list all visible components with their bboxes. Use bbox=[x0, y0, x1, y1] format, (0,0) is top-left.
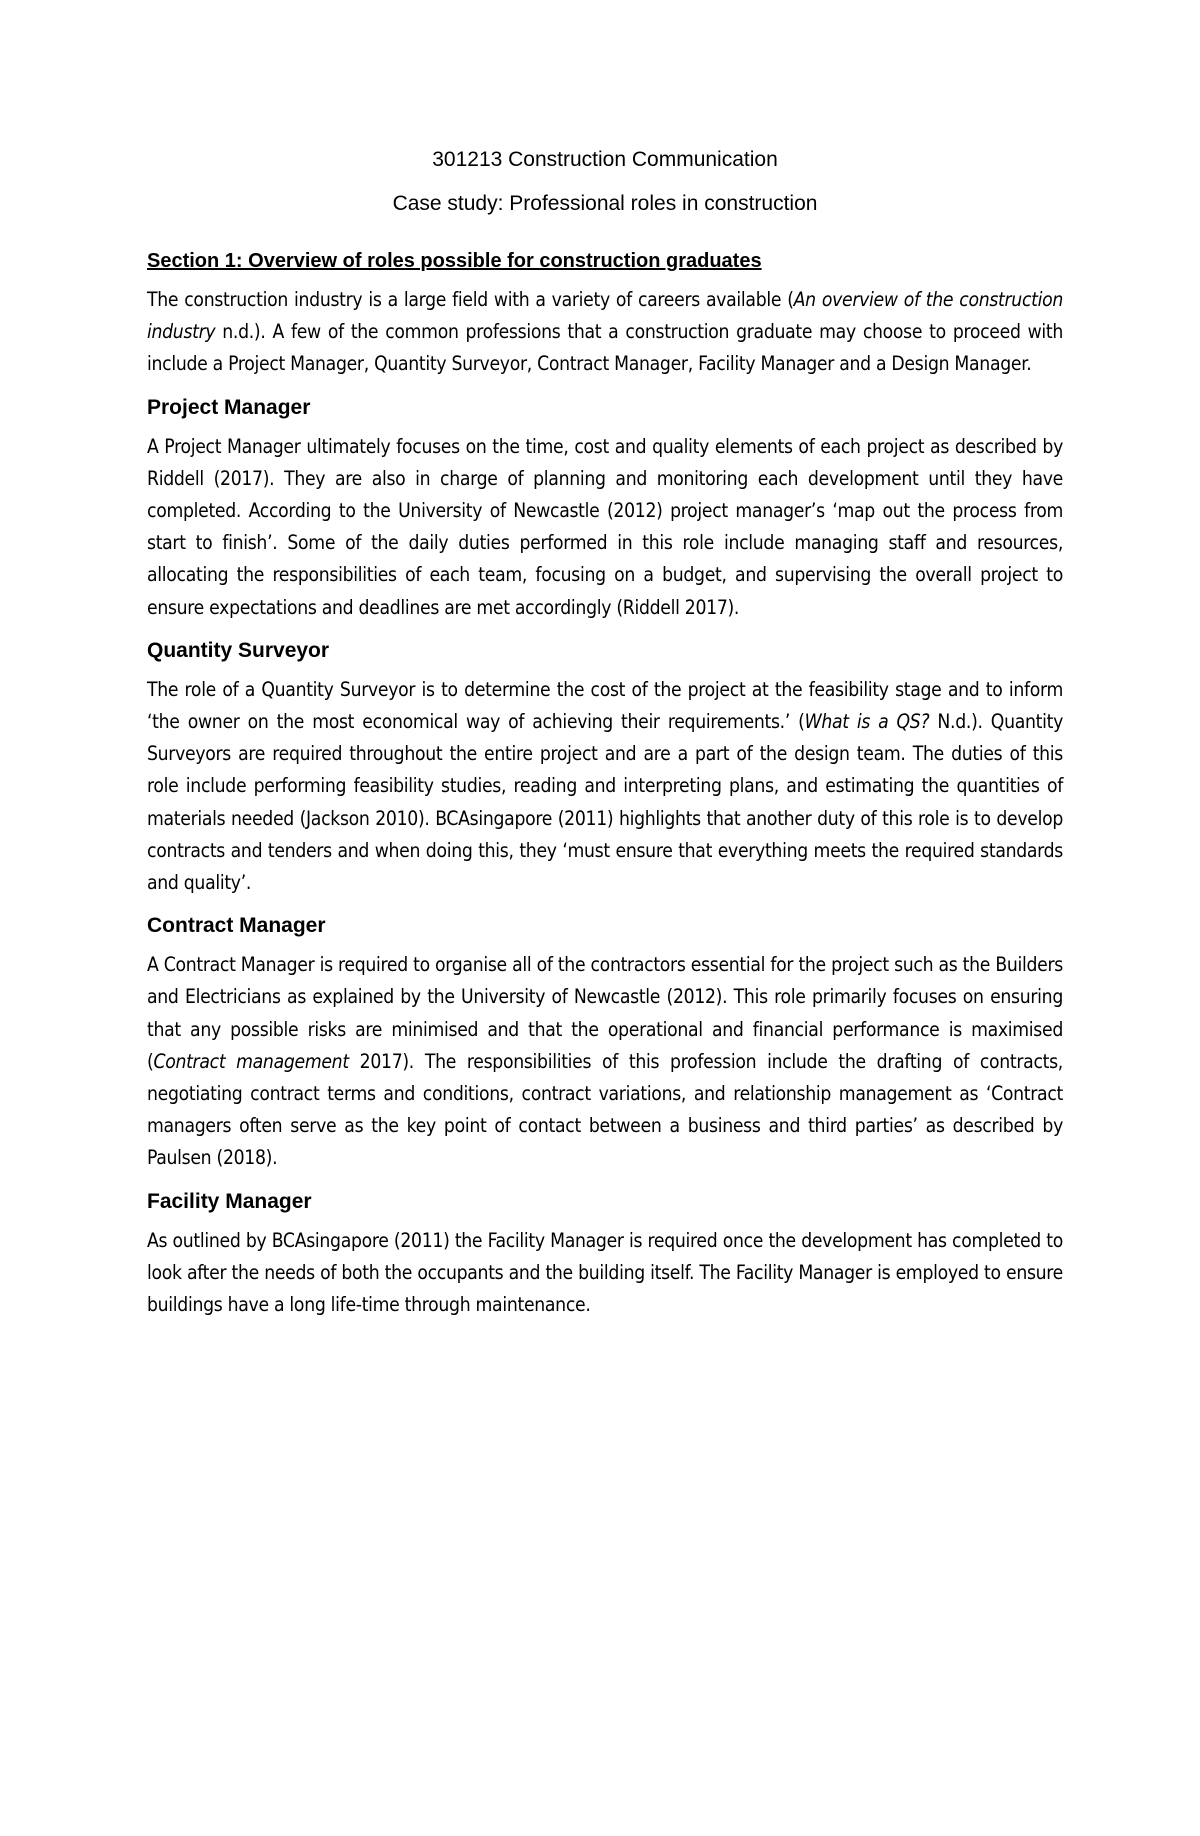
intro-text-start: The construction industry is a large field with a variety of careers available ( bbox=[147, 288, 794, 311]
intro-text-end: n.d.). A few of the common professions that a construction graduate may choose to proceed with include a Project Manager, Quantity Surveyor, Contract Manager, Facility Manager and a Design Manager. bbox=[147, 320, 1063, 376]
qs-text-end: N.d.). Quantity Surveyors are required throughout the entire project and are a part of the design team. The duties of this role include performing feasibility studies, reading and interpreting plans, and estimating the quantities of materials needed (Jackson 2010). BCAsingapore (2011) highlights that another duty of this role is to develop contracts and tenders and when doing this, they ‘must ensure that everything meets the required standards and quality’. bbox=[147, 710, 1063, 895]
project-manager-heading: Project Manager bbox=[147, 395, 311, 419]
qs-text-start: The role of a Quantity Surveyor is to determine the cost of the project at the feasibility stage and to inform ‘the owner on the most economical way of achieving their requirements.’ ( bbox=[147, 677, 1063, 734]
document-page bbox=[0, 138, 1200, 1836]
facility-manager-paragraph: As outlined by BCAsingapore (2011) the Facility Manager is required once the development has completed to look after the needs of both the occupants and the building itself. The Facility Manager is employed to ensure buildings have a long life-time through maintenance. bbox=[147, 1228, 1063, 1317]
cm-text-start: A Contract Manager is required to organise all of the contractors essential for the project such as the Builders and Electricians as explained by the University of Newcastle (2012). This role primarily focuses on ensuring that any possible risks are minimised and that the operational and financial performance is maximised ( bbox=[147, 953, 1063, 1073]
quantity-surveyor-paragraph bbox=[147, 674, 1063, 899]
qs-citation-italic: What is a QS? bbox=[804, 710, 930, 734]
facility-manager-heading: Facility Manager bbox=[147, 1189, 312, 1213]
course-title: 301213 Construction Communication bbox=[432, 148, 778, 171]
section-1-title: Section 1: Overview of roles possible for construction graduates bbox=[147, 250, 762, 272]
project-manager-paragraph: A Project Manager ultimately focuses on the time, cost and quality elements of each project as described by Riddell (2017). They are also in charge of planning and monitoring each development until they have completed. According to the University of Newcastle (2012) project manager’s ‘map out the process from start to finish’. Some of the daily duties performed in this role include managing staff and resources, allocating the responsibilities of each team, focusing on a budget, and supervising the overall project to ensure expectations and deadlines are met accordingly (Riddell 2017). bbox=[147, 434, 1063, 619]
quantity-surveyor-heading: Quantity Surveyor bbox=[147, 638, 330, 662]
contract-manager-paragraph bbox=[147, 949, 1063, 1174]
intro-paragraph bbox=[147, 284, 1063, 381]
intro-citation-italic: An overview of the construction industry bbox=[147, 288, 1063, 344]
cm-text-end: 2017). The responsibilities of this profession include the drafting of contracts, negotiating contract terms and conditions, contract variations, and relationship management as ‘Contract managers often serve as the key point of contact between a business and third parties’ as described by Paulsen (2018). bbox=[147, 1049, 1063, 1170]
contract-manager-heading: Contract Manager bbox=[147, 914, 326, 938]
cm-citation-italic: Contract management bbox=[153, 1049, 349, 1073]
case-study-title: Case study: Professional roles in construction bbox=[392, 192, 818, 215]
